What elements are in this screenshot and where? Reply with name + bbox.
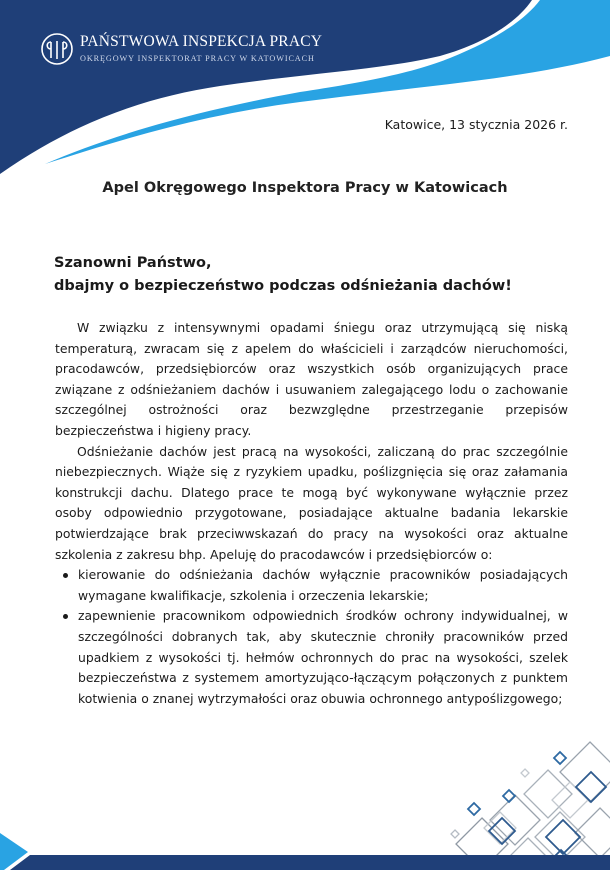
pip-logo-icon [40,32,74,66]
letter-body [55,318,568,709]
footer-graphic [0,720,610,870]
letter-date: Katowice, 13 stycznia 2026 r. [384,117,568,132]
bullet-icon [63,614,68,619]
list-item [55,565,568,606]
footer-dark-blue-bar [10,855,610,870]
appeal-list [55,565,568,709]
greeting-line-2: dbajmy o bezpieczeństwo podczas odśnieżania dachów! [54,278,512,294]
diamond-pattern-icon [451,742,610,870]
dark-blue-wave [0,0,532,174]
list-item [55,606,568,709]
list-item-text: zapewnienie pracownikom odpowiednich środków ochrony indywidualnej, w szczególności dobranych tak, aby skutecznie chroniły pracowników przed upadkiem z wysokości tj. hełmów ochronnych do prac na wysokości, szelek bezpieczeństwa z systemem amortyzująco-łączącym połączonych z punktem kotwienia o znanej wytrzymałości oraz obuwia ochronnego antypoślizgowego; [78,608,568,706]
paragraph-1: W związku z intensywnymi opadami śniegu oraz utrzymującą się niską temperaturą, zwracam się z apelem do właścicieli i zarządców nieruchomości, pracodawców, przedsiębiorców oraz wszystkich osób organizujących prace związane z odśnieżaniem dachów i usuwaniem zalegającego lodu o zachowanie szczególnej ostrożności oraz bezwzględne przestrzeganie przepisów bezpieczeństwa i higieny pracy. [55,320,568,438]
bullet-icon [63,573,68,578]
org-subtitle: OKRĘGOWY INSPEKTORAT PRACY W KATOWICACH [80,54,315,63]
paragraph-2: Odśnieżanie dachów jest pracą na wysokości, zaliczaną do prac szczególnie niebezpiecznych. Wiąże się z ryzykiem upadku, poślizgnięcia się oraz załamania konstrukcji dachu. Dlatego prace te mogą być wykonywane wyłącznie przez osoby odpowiednio przygotowane, posiadające aktualne badania lekarskie potwierdzające brak przeciwwskazań do pracy na wysokości oraz aktualne szkolenia z zakresu bhp. Apeluję do pracodawców i przedsiębiorców o: [55,443,568,562]
org-name: PAŃSTWOWA INSPEKCJA PRACY [80,33,323,50]
list-item-text: kierowanie do odśnieżania dachów wyłącznie pracowników posiadających wymagane kwalifikacje, szkolenia i orzeczenia lekarskie; [78,567,568,603]
greeting-line-1: Szanowni Państwo, [54,255,212,271]
letter-title: Apel Okręgowego Inspektora Pracy w Katowicach [102,180,508,196]
greeting [54,252,574,298]
header-wave-graphic [0,0,610,180]
